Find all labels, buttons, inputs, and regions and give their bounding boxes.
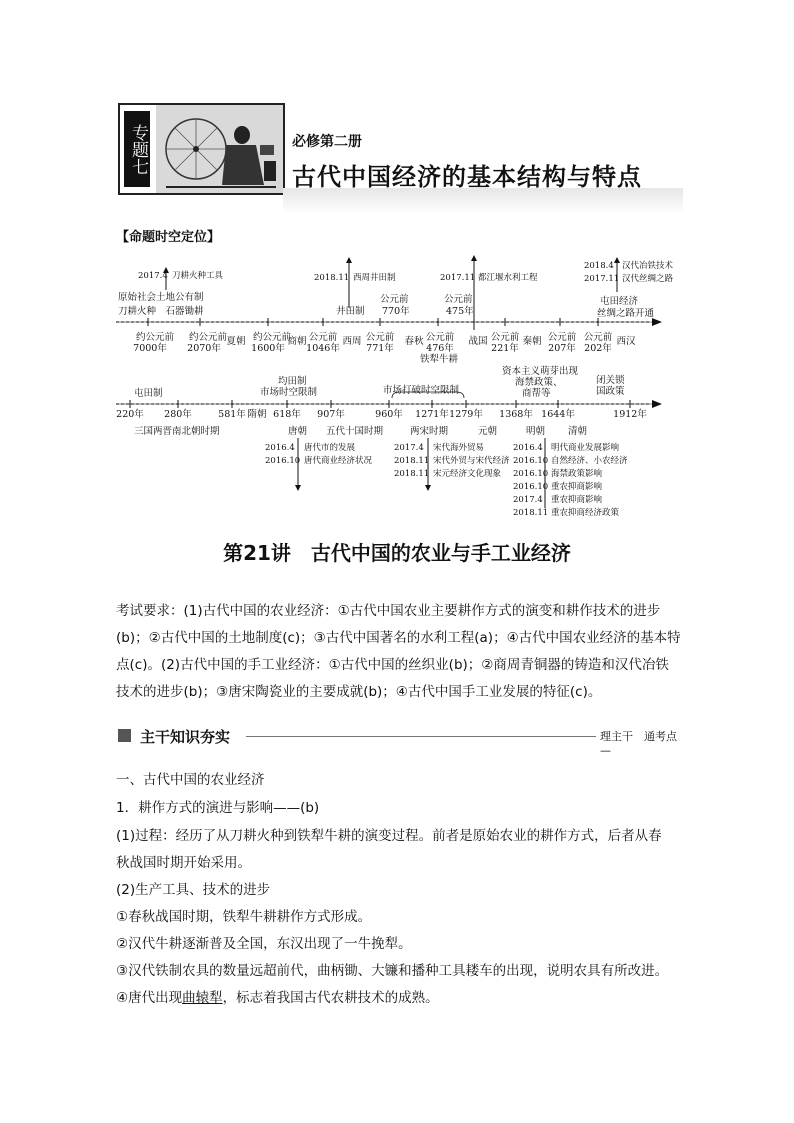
period-label: 公元前	[583, 332, 613, 343]
unit-banner	[118, 103, 285, 195]
tick-label: 1279年	[449, 409, 483, 420]
event-label: 770年	[382, 306, 410, 317]
exam-topic: 明代商业发展影响	[551, 443, 620, 453]
event-label: 商帮等	[522, 388, 551, 399]
tick-label: 1644年	[541, 409, 575, 420]
period-label: 西汉	[616, 336, 636, 347]
event-label: 屯田制	[134, 388, 163, 399]
exam-topic: 宋元经济文化现象	[433, 469, 502, 479]
event-label: 丝绸之路开通	[597, 308, 655, 319]
period-label: 476年	[426, 343, 454, 354]
period-label: 西周	[342, 336, 362, 347]
exam-topic: 唐代市的发展	[304, 443, 356, 453]
exam-requirements: 考试要求：(1)古代中国的农业经济：①古代中国农业主要耕作方式的演变和耕作技术的进步(b)；②古代中国的土地制度(c)；③古代中国著名的水利工程(a)；④古代中国农业经济的基本特点(c)。(2)古代中国的手工业经济：①古代中国的丝织业(b)；②商周青铜器的铸造和汉代冶铁技术的进步(b)；③唐宋陶瓷业的主要成就(b)；④古代中国手工业发展的特征(c)。	[116, 603, 681, 700]
exam-year: 2018.4	[584, 261, 614, 271]
spinning-wheel-illustration	[156, 105, 283, 193]
square-icon	[118, 729, 131, 742]
section-header	[118, 726, 688, 757]
exam-year: 2016.10	[513, 456, 549, 466]
unit-title: 古代中国经济的基本结构与特点	[292, 163, 642, 191]
tick-label: 618年	[273, 409, 301, 420]
period-label: 202年	[584, 343, 612, 354]
exam-year: 2017.4	[394, 443, 424, 453]
event-label: 屯田经济	[600, 296, 639, 307]
paragraph-line: (1)过程：经历了从刀耕火种到铁犁牛耕的演变过程。前者是原始农业的耕作方式，后者从春	[116, 828, 662, 844]
list-item	[116, 986, 439, 1006]
section-subtitle: 理主干 通考点 —	[600, 730, 688, 757]
period-label: 公元前	[547, 332, 577, 343]
event-label: 海禁政策、	[515, 377, 563, 388]
event-label: 475年	[446, 306, 474, 317]
dynasty-label: 三国两晋南北朝时期	[134, 426, 220, 437]
exam-year: 2016.4	[265, 443, 295, 453]
dynasty-label: 明朝	[526, 426, 546, 437]
heading-1: 一、古代中国的农业经济	[116, 772, 265, 788]
exam-year: 2018.11	[314, 273, 350, 283]
event-label: 井田制	[336, 306, 365, 317]
exam-topic: 自然经济、小农经济	[551, 456, 628, 466]
exam-topic: 海禁政策影响	[551, 469, 603, 479]
paragraph-line: (2)生产工具、技术的进步	[116, 882, 271, 898]
period-label: 约公元前	[188, 332, 228, 343]
list-item: ①春秋战国时期，铁犁牛耕耕作方式形成。	[116, 909, 372, 925]
event-label: 闭关锁	[596, 375, 625, 386]
exam-topic: 重农抑商影响	[551, 482, 603, 492]
exam-year: 2018.11	[394, 456, 430, 466]
list-item: ③汉代铁制农具的数量远超前代，曲柄锄、大镰和播种工具耧车的出现，说明农具有所改进。	[116, 963, 669, 979]
event-label: 国政策	[596, 386, 625, 397]
event-label: 公元前	[380, 294, 409, 305]
section-divider	[246, 736, 596, 737]
exam-topic: 刀耕火种工具	[172, 271, 224, 281]
tick-label: 1271年	[415, 409, 449, 420]
exam-year: 2016.10	[265, 456, 301, 466]
text-run: ，标志着我国古代农耕技术的成熟。	[222, 990, 439, 1006]
period-label: 公元前	[425, 332, 455, 343]
period-label: 7000年	[133, 343, 167, 354]
event-label: 资本主义萌芽出现	[502, 366, 579, 377]
exam-year: 2016.4	[513, 443, 543, 453]
period-label: 771年	[366, 343, 394, 354]
period-label: 夏朝	[226, 336, 246, 347]
exam-year: 2017.11	[440, 273, 476, 283]
tick-label: 581年	[218, 409, 246, 420]
lecture-title: 第21讲 古代中国的农业与手工业经济	[223, 541, 571, 565]
period-label: 商朝	[287, 336, 307, 347]
period-label: 公元前	[490, 332, 520, 343]
period-label: 221年	[491, 343, 519, 354]
dynasty-label: 两宋时期	[410, 426, 449, 437]
dynasty-label: 元朝	[478, 426, 498, 437]
period-label: 1046年	[306, 343, 340, 354]
tick-label: 1912年	[613, 409, 647, 420]
tick-label: 960年	[375, 409, 403, 420]
event-label: 原始社会土地公有制	[118, 292, 204, 303]
iron-plough-label: 铁犁牛耕	[420, 354, 459, 365]
exam-topic: 都江堰水利工程	[478, 273, 538, 283]
exam-year: 2017.4	[513, 495, 543, 505]
exam-topic: 汉代冶铁技术	[622, 261, 674, 271]
period-label: 2070年	[187, 343, 221, 354]
event-label: 刀耕火种 石器锄耕	[118, 306, 204, 317]
section-label: 【命题时空定位】	[116, 230, 221, 245]
heading-2: 1．耕作方式的演进与影响——(b)	[116, 800, 320, 816]
exam-year: 2016.10	[513, 482, 549, 492]
period-label: 春秋	[404, 336, 424, 347]
period-label: 约公元前	[135, 332, 175, 343]
period-label: 战国	[468, 336, 488, 347]
event-label: 市场打破时空限制	[383, 385, 460, 396]
dynasty-label: 唐朝	[288, 426, 308, 437]
book-name: 必修第二册	[292, 134, 362, 150]
period-label: 公元前	[365, 332, 395, 343]
tick-label: 280年	[164, 409, 192, 420]
dynasty-label: 清朝	[568, 426, 588, 437]
exam-topic: 唐代商业经济状况	[304, 456, 373, 466]
exam-topic: 重农抑商影响	[551, 495, 603, 505]
exam-topic: 宋代外贸与宋代经济	[433, 456, 510, 466]
dynasty-label: 五代十国时期	[326, 426, 384, 437]
event-label: 公元前	[444, 294, 473, 305]
exam-year: 2017.11	[584, 274, 620, 284]
paragraph-line: 秋战国时期开始采用。	[116, 855, 251, 871]
exam-year: 2018.11	[394, 469, 430, 479]
exam-topic: 重农抑商经济政策	[551, 508, 620, 518]
timeline-diagram	[0, 240, 794, 520]
tick-label: 隋朝	[247, 409, 267, 420]
text-run: ④唐代出现	[116, 990, 183, 1006]
tick-label: 907年	[317, 409, 345, 420]
period-label: 公元前	[308, 332, 338, 343]
tick-label: 220年	[116, 409, 144, 420]
period-label: 约公元前	[252, 332, 292, 343]
exam-topic: 宋代海外贸易	[433, 443, 485, 453]
exam-year: 2018.11	[513, 508, 549, 518]
period-label: 秦朝	[522, 336, 542, 347]
period-label: 207年	[548, 343, 576, 354]
exam-topic: 汉代丝绸之路	[622, 274, 674, 284]
exam-year: 2017.4	[138, 271, 168, 281]
event-label: 市场时空限制	[260, 387, 318, 398]
exam-year: 2016.10	[513, 469, 549, 479]
list-item: ②汉代牛耕逐渐普及全国，东汉出现了一牛挽犁。	[116, 936, 412, 952]
event-label: 均田制	[278, 376, 307, 387]
underlined-term: 曲辕犁	[182, 990, 223, 1006]
tick-label: 1368年	[499, 409, 533, 420]
exam-topic: 西周井田制	[353, 273, 396, 283]
unit-tag: 专题七	[124, 111, 150, 187]
period-label: 1600年	[251, 343, 285, 354]
section-title: 主干知识夯实	[140, 728, 231, 746]
